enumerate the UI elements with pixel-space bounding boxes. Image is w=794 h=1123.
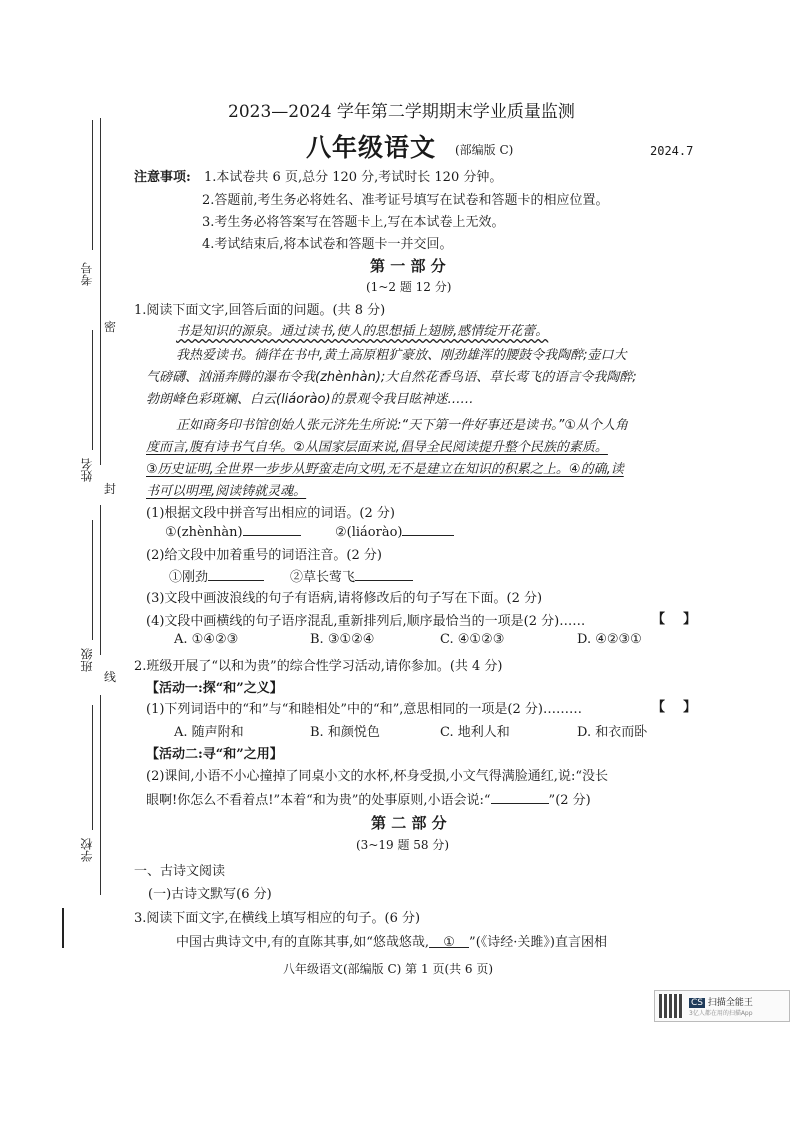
q2-prompt: 2.班级开展了“以和为贵”的综合性学习活动,请你参加。(共 4 分) bbox=[134, 659, 503, 674]
q1-prompt: 1.阅读下面文字,回答后面的问题。(共 8 分) bbox=[134, 303, 386, 318]
scanner-subtitle: 3亿人都在用的扫描App bbox=[689, 1010, 753, 1017]
answer-bracket[interactable]: 【 】 bbox=[652, 700, 697, 715]
q2-option[interactable]: C. 地利人和 bbox=[440, 725, 510, 740]
field-class: 班级 bbox=[80, 648, 94, 672]
answer-bracket[interactable]: 【 】 bbox=[652, 612, 697, 627]
part2-range: (3~19 题 58 分) bbox=[356, 838, 450, 852]
school-underline bbox=[92, 705, 93, 830]
q1-passage-line: 我热爱读书。徜徉在书中,黄土高原粗犷豪放、刚劲雄浑的腰鼓令我陶醉;壶口大 bbox=[176, 348, 627, 363]
q1-option[interactable]: C. ④①②③ bbox=[440, 632, 505, 647]
answer-blank[interactable] bbox=[491, 791, 549, 804]
q1-underlined-line: 书可以明理,阅读铸就灵魂。 bbox=[146, 484, 307, 499]
q2-sub2: (2)课间,小语不小心撞掉了同桌小文的水杯,杯身受损,小文气得满脸通红,说:“没长 bbox=[146, 769, 608, 784]
q1-sub3: (3)文段中画波浪线的句子有语病,请将修改后的句子写在下面。(2 分) bbox=[146, 591, 543, 606]
q1-sub1: (1)根据文段中拼音写出相应的词语。(2 分) bbox=[146, 506, 395, 521]
wavy-sentence: 书是知识的源泉。通过读书,使人的思想插上翅膀,感情绽开花蕾。 bbox=[176, 324, 549, 339]
answer-blank[interactable] bbox=[355, 568, 413, 581]
note-item: 4.考试结束后,将本试卷和答题卡一并交回。 bbox=[202, 237, 453, 252]
part2-title: 第 二 部 分 bbox=[371, 814, 447, 832]
q2-sub1: (1)下列词语中的“和”与“和睦相处”中的“和”,意思相同的一项是(2 分)……… bbox=[146, 702, 582, 717]
q2-activity2: 【活动二:寻“和”之用】 bbox=[146, 747, 283, 762]
q1-passage-line bbox=[176, 320, 548, 339]
binding-line bbox=[100, 695, 101, 895]
q1-passage-line: 气磅礴、汹涌奔腾的瀑布令我(zhènhàn);大自然花香鸟语、草长莺飞的语言令我陶醉; bbox=[146, 370, 637, 385]
q2-option[interactable]: A. 随声附和 bbox=[174, 725, 244, 740]
field-exam-id: 考号 bbox=[80, 262, 94, 286]
part1-title: 第 一 部 分 bbox=[370, 257, 446, 275]
answer-blank[interactable] bbox=[402, 523, 454, 536]
exam-date: 2024.7 bbox=[650, 144, 694, 158]
scanner-badge: CS 扫描全能王 bbox=[691, 998, 753, 1008]
q1-underlined-line: ③历史证明,全世界一步步从野蛮走向文明,无不是建立在知识的积累之上。④的确,读 bbox=[146, 462, 624, 477]
answer-blank[interactable]: ① bbox=[429, 935, 469, 948]
q1-sub2-a: ①刚劲 bbox=[169, 566, 264, 585]
qr-code-icon bbox=[659, 994, 683, 1018]
q2-sub2-line: 眼啊!你怎么不看着点!”本着“和为贵”的处事原则,小语会说:“ ”(2 分) bbox=[146, 793, 591, 808]
q1-passage-line: 正如商务印书馆创始人张元济先生所说:“天下第一件好事还是读书。”①从个人角 bbox=[176, 418, 629, 433]
q3-prompt: 3.阅读下面文字,在横线上填写相应的句子。(6 分) bbox=[134, 911, 421, 926]
seal-mark-mi: 密 bbox=[104, 320, 117, 334]
answer-blank[interactable] bbox=[208, 568, 264, 581]
note-item: 1.本试卷共 6 页,总分 120 分,考试时长 120 分钟。 bbox=[204, 170, 503, 185]
q2-activity1: 【活动一:探“和”之义】 bbox=[146, 681, 283, 696]
binding-line bbox=[100, 505, 101, 655]
edition: (部编版 C) bbox=[455, 143, 514, 157]
q1-passage-line: 勃朗峰色彩斑斓、白云(liáorào)的景观令我目眩神迷…… bbox=[146, 392, 474, 407]
q1-sub2-b: ②草长莺飞 bbox=[290, 566, 413, 585]
q1-sub4: (4)文段中画横线的句子语序混乱,重新排列后,顺序最恰当的一项是(2 分)…… bbox=[146, 614, 586, 629]
class-underline bbox=[92, 520, 93, 640]
answer-blank[interactable] bbox=[243, 523, 301, 536]
notes-label: 注意事项: bbox=[134, 170, 191, 185]
q1-sub1-a: ①(zhènhàn) bbox=[165, 523, 301, 540]
name-underline bbox=[92, 330, 93, 450]
subject-title: 八年级语文 bbox=[306, 133, 437, 162]
subsection-heading: (一)古诗文默写(6 分) bbox=[148, 887, 272, 902]
q1-sub1-b: ②(liáorào) bbox=[335, 523, 454, 540]
scanner-watermark bbox=[654, 990, 790, 1022]
q2-option[interactable]: B. 和颜悦色 bbox=[310, 725, 380, 740]
q1-option[interactable]: D. ④②③① bbox=[577, 632, 642, 647]
q1-underlined-line: 度而言,腹有诗书气自华。②从国家层面来说,倡导全民阅读提升整个民族的素质。 bbox=[146, 440, 608, 455]
field-school: 学校 bbox=[80, 838, 94, 862]
page-footer: 八年级语文(部编版 C) 第 1 页(共 6 页) bbox=[283, 962, 494, 976]
id-underline bbox=[92, 120, 93, 250]
field-name: 姓名 bbox=[80, 458, 94, 482]
q1-option[interactable]: B. ③①②④ bbox=[310, 632, 375, 647]
exam-title: 2023—2024 学年第二学期期末学业质量监测 bbox=[228, 102, 575, 122]
q1-option[interactable]: A. ①④②③ bbox=[174, 632, 239, 647]
note-item: 2.答题前,考生务必将姓名、准考证号填写在试卷和答题卡的相应位置。 bbox=[202, 193, 609, 208]
q3-text: 中国古典诗文中,有的直陈其事,如“悠哉悠哉, ① ”(《诗经·关雎》)直言困相 bbox=[176, 935, 607, 950]
note-item: 3.考生务必将答案写在答题卡上,写在本试卷上无效。 bbox=[202, 215, 505, 230]
section-heading: 一、古诗文阅读 bbox=[134, 864, 226, 879]
binding-line bbox=[100, 345, 101, 465]
part1-range: (1~2 题 12 分) bbox=[366, 280, 452, 294]
seal-mark-xian: 线 bbox=[104, 670, 117, 684]
seal-mark-feng: 封 bbox=[104, 482, 117, 496]
q1-sub2: (2)给文段中加着重号的词语注音。(2 分) bbox=[146, 548, 382, 563]
margin-mark bbox=[62, 908, 64, 948]
q2-option[interactable]: D. 和衣而卧 bbox=[577, 725, 648, 740]
